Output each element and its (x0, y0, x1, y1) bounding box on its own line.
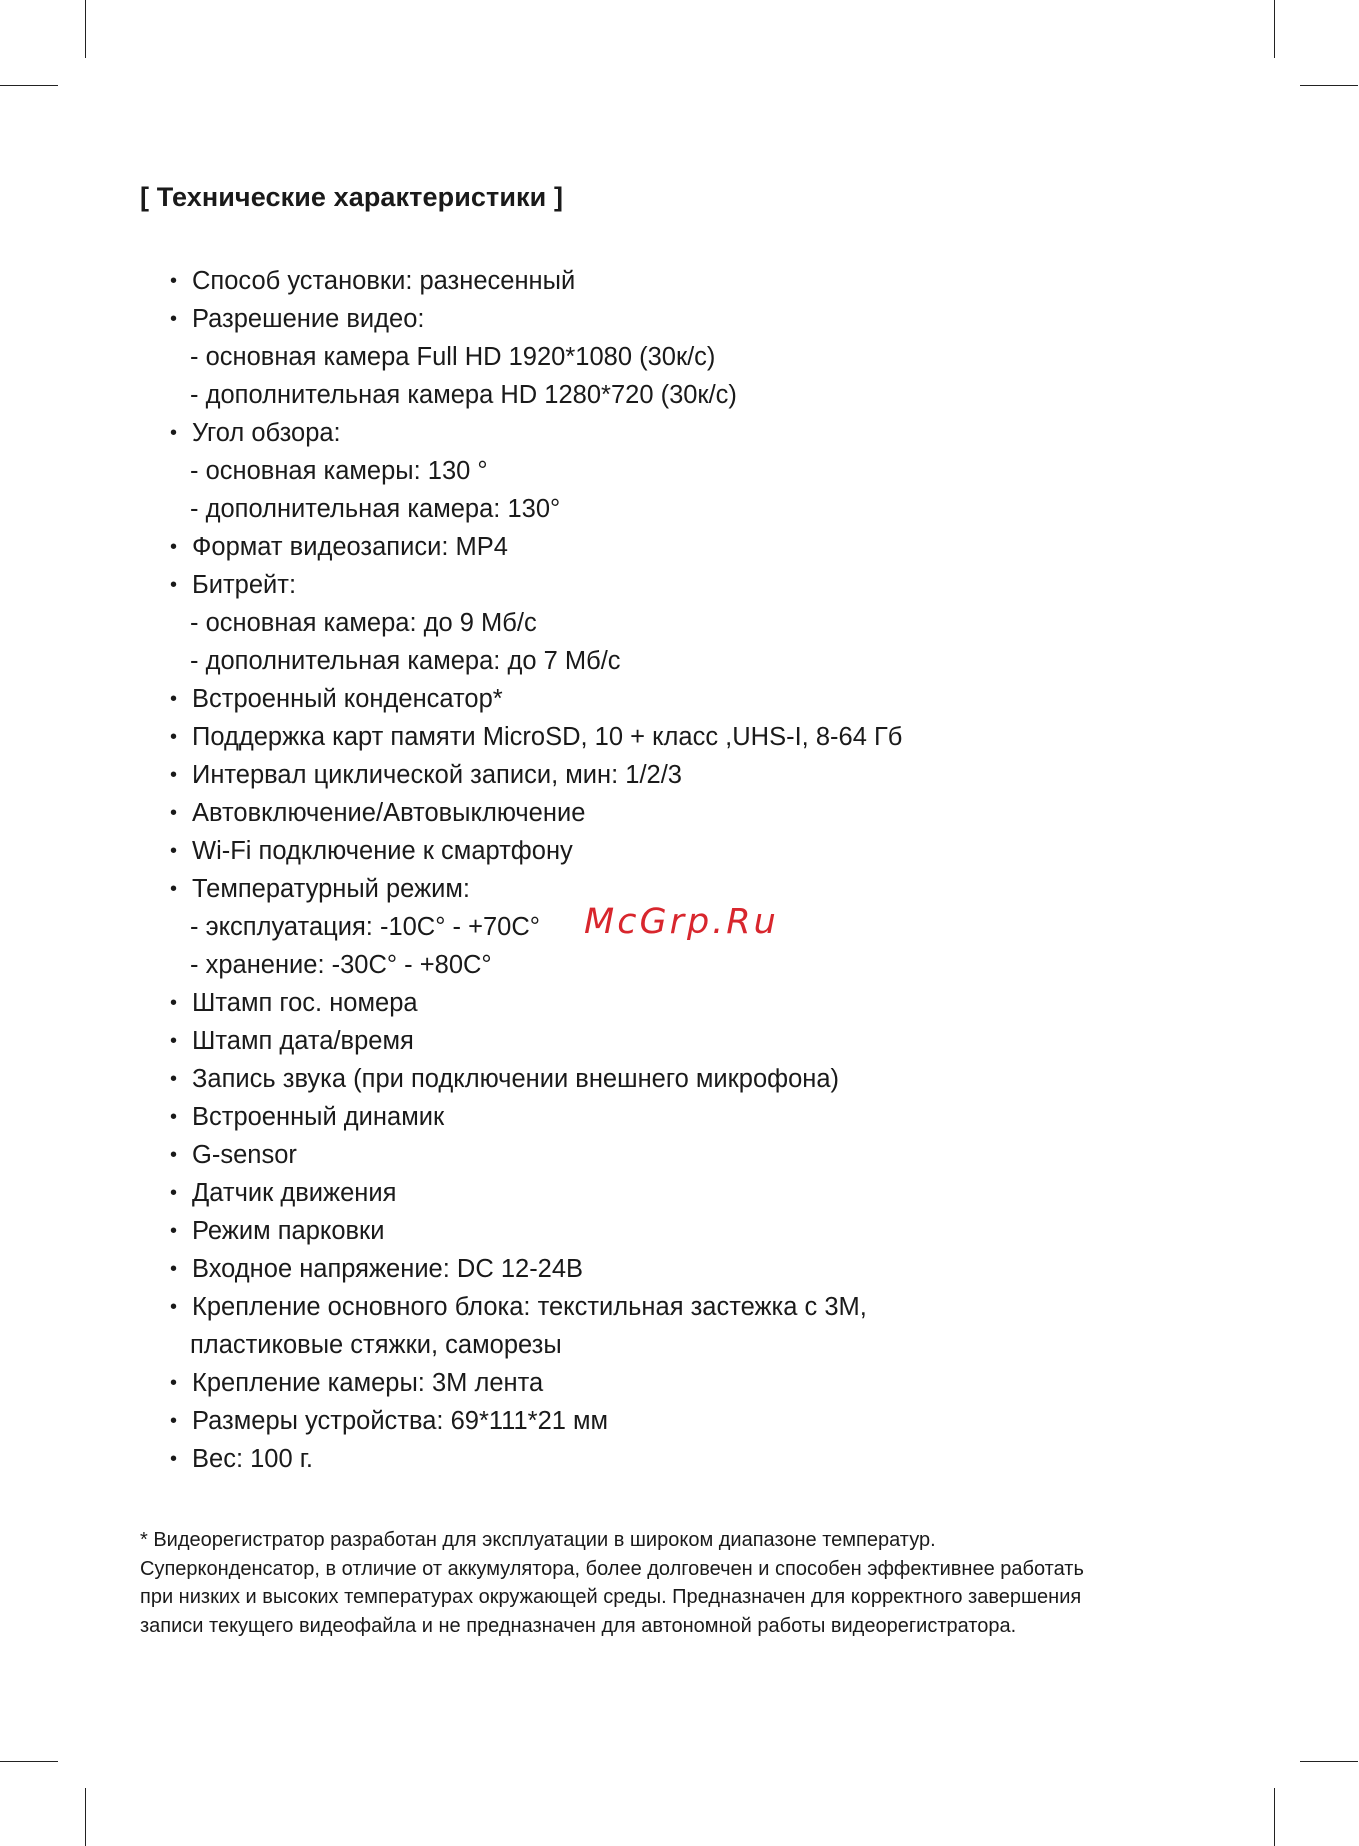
spec-item: • Угол обзора: (170, 414, 1070, 452)
crop-mark-bottom-right-horizontal (1300, 1761, 1358, 1762)
crop-mark-bottom-right-vertical (1274, 1788, 1275, 1846)
spec-item: • Битрейт: (170, 566, 1070, 604)
spec-item: • Встроенный конденсатор* (170, 680, 1070, 718)
spec-item: • Wi-Fi подключение к смартфону (170, 832, 1070, 870)
spec-item: - основная камеры: 130 ° (190, 457, 488, 485)
spec-item: • Встроенный динамик (170, 1098, 1070, 1136)
spec-item: пластиковые стяжки, саморезы (190, 1331, 562, 1359)
crop-mark-top-left-horizontal (0, 85, 58, 86)
spec-item: • Входное напряжение: DC 12-24В (170, 1250, 1070, 1288)
page-title: [ Технические характеристики ] (140, 182, 564, 212)
spec-item: • Способ установки: разнесенный (170, 262, 1070, 300)
footnote (140, 1526, 1240, 1640)
spec-item: - основная камера: до 9 Мб/с (190, 609, 537, 637)
spec-item: • Датчик движения (170, 1174, 1070, 1212)
crop-mark-top-left-vertical (85, 0, 86, 58)
spec-item: • Крепление основного блока: текстильная застежка с 3М, (170, 1288, 1070, 1326)
spec-item: • Режим парковки (170, 1212, 1070, 1250)
spec-item: - дополнительная камера: 130° (190, 495, 561, 523)
crop-mark-bottom-left-horizontal (0, 1761, 58, 1762)
crop-mark-top-right-vertical (1274, 0, 1275, 58)
spec-item: • Разрешение видео: (170, 300, 1070, 338)
spec-item: • Формат видеозаписи: MP4 (170, 528, 1070, 566)
spec-item: • G-sensor (170, 1136, 1070, 1174)
footnote-line: * Видеорегистратор разработан для эксплуатации в широком диапазоне температур. (140, 1529, 936, 1551)
footnote-line: при низких и высоких температурах окружающей среды. Предназначен для корректного завершения (140, 1586, 1082, 1608)
spec-item: • Вес: 100 г. (170, 1440, 1070, 1478)
spec-item: • Температурный режим: (170, 870, 1070, 908)
spec-item: • Интервал циклической записи, мин: 1/2/3 (170, 756, 1070, 794)
spec-item: - эксплуатация: -10С° - +70С° (190, 913, 540, 941)
spec-item: - хранение: -30С° - +80С° (190, 951, 492, 979)
spec-item: - дополнительная камера HD 1280*720 (30к/с) (190, 381, 737, 409)
spec-item: • Запись звука (при подключении внешнего микрофона) (170, 1060, 1070, 1098)
spec-item: • Поддержка карт памяти MicroSD, 10 + класс ,UHS-I, 8-64 Гб (170, 718, 1070, 756)
footnote-line: Суперконденсатор, в отличие от аккумулятора, более долговечен и способен эффективнее работать (140, 1557, 1084, 1580)
spec-item: • Штамп гос. номера (170, 984, 1070, 1022)
spec-item: • Автовключение/Автовыключение (170, 794, 1070, 832)
crop-mark-top-right-horizontal (1300, 85, 1358, 86)
spec-item: - основная камера Full HD 1920*1080 (30к/с) (190, 343, 716, 371)
spec-item: • Размеры устройства: 69*111*21 мм (170, 1402, 1070, 1440)
spec-item: - дополнительная камера: до 7 Мб/с (190, 647, 621, 675)
crop-mark-bottom-left-vertical (85, 1788, 86, 1846)
spec-item: • Штамп дата/время (170, 1022, 1070, 1060)
spec-list (170, 262, 1070, 1478)
footnote-line: записи текущего видеофайла и не предназначен для автономной работы видеорегистратора. (140, 1614, 1017, 1637)
watermark-logo: McGrp.Ru (584, 902, 779, 942)
spec-item: • Крепление камеры: 3М лента (170, 1364, 1070, 1402)
